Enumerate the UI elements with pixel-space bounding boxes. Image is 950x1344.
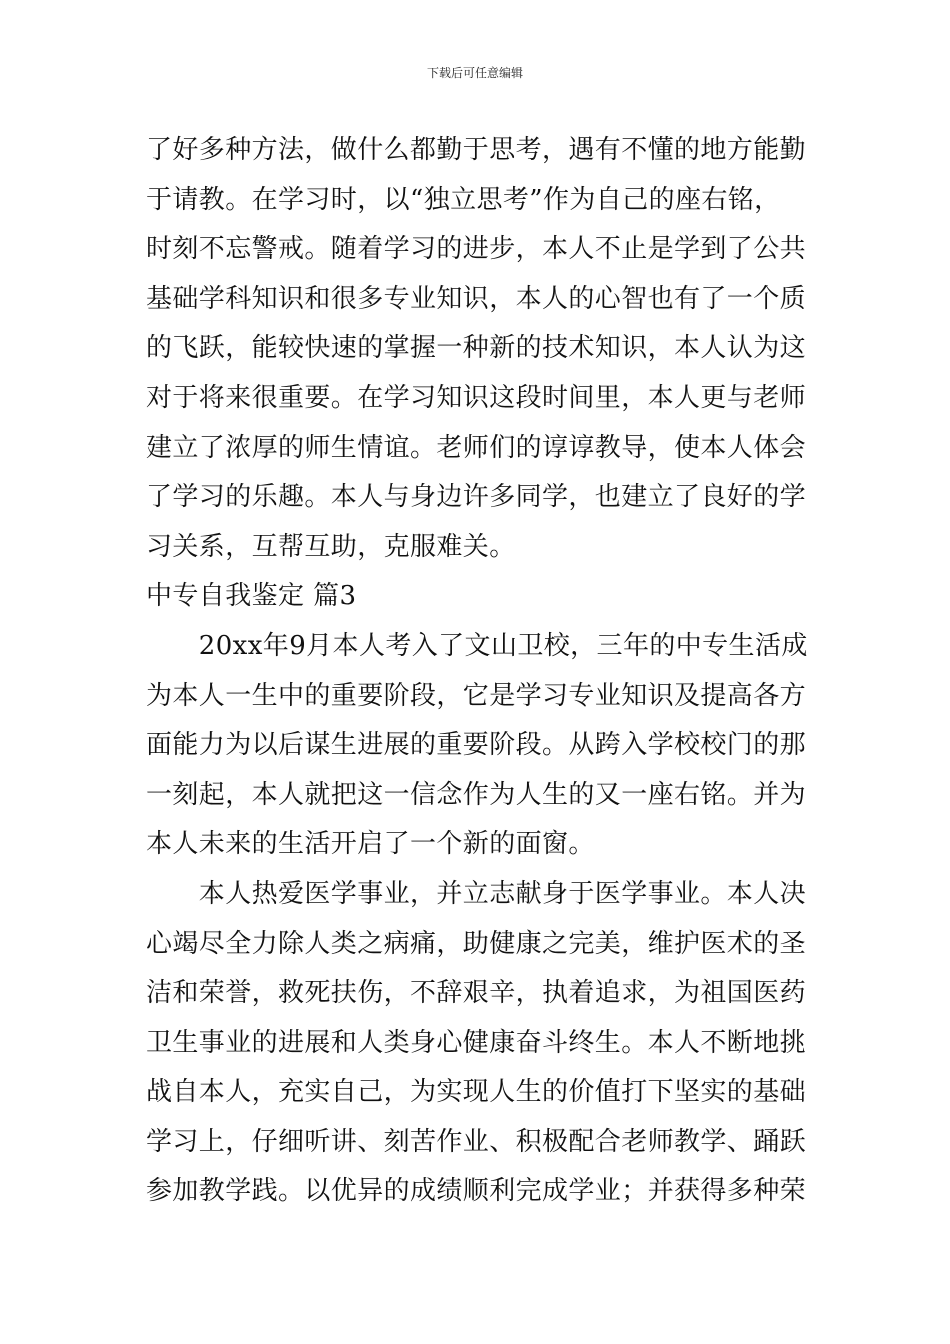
text-line: 了学习的乐趣。本人与身边许多同学，也建立了良好的学: [146, 482, 807, 513]
text-line: 为本人一生中的重要阶段，它是学习专业知识及提高各方: [146, 680, 807, 711]
text-line: 学习上，仔细听讲、刻苦作业、积极配合老师教学、踊跃: [146, 1126, 807, 1157]
text-line: 的飞跃，能较快速的掌握一种新的技术知识，本人认为这: [146, 333, 807, 364]
text-line: 对于将来很重要。在学习知识这段时间里，本人更与老师: [146, 382, 807, 413]
text-line: 洁和荣誉，救死扶伤，不辞艰辛，执着追求，为祖国医药: [146, 978, 807, 1009]
text-line: 基础学科知识和很多专业知识，本人的心智也有了一个质: [146, 283, 807, 314]
text-line: 参加教学践。以优异的成绩顺利完成学业；并获得多种荣: [146, 1176, 807, 1207]
text-line: 了好多种方法，做什么都勤于思考，遇有不懂的地方能勤: [146, 135, 807, 165]
text-line: 时刻不忘警戒。随着学习的进步，本人不止是学到了公共: [146, 234, 807, 265]
document-body: [146, 126, 816, 1217]
text-line: 本人未来的生活开启了一个新的面窗。: [146, 829, 595, 860]
text-line: 习关系，互帮互助，克服难关。: [146, 531, 516, 562]
text-line: 战自本人，充实自己，为实现人生的价值打下坚实的基础: [146, 1077, 807, 1108]
text-line: 面能力为以后谋生进展的重要阶段。从跨入学校校门的那: [146, 730, 807, 761]
text-line: 20xx年9月本人考入了文山卫校，三年的中专生活成: [146, 630, 808, 661]
text-line: 心竭尽全力除人类之病痛，助健康之完美，维护医术的圣: [146, 928, 807, 959]
text-line: 建立了浓厚的师生情谊。老师们的谆谆教导，使本人体会: [146, 432, 807, 463]
page-header: 下载后可任意编辑: [426, 66, 523, 80]
section-heading: 中专自我鉴定 篇3: [146, 581, 357, 612]
text-line: 于请教。在学习时，以“独立思考”作为自己的座右铭，: [146, 184, 781, 215]
text-line: 一刻起，本人就把这一信念作为人生的又一座右铭。并为: [146, 779, 807, 810]
text-line: 卫生事业的进展和人类身心健康奋斗终生。本人不断地挑: [146, 1027, 807, 1058]
text-line: 本人热爱医学事业，并立志献身于医学事业。本人决: [146, 878, 807, 909]
